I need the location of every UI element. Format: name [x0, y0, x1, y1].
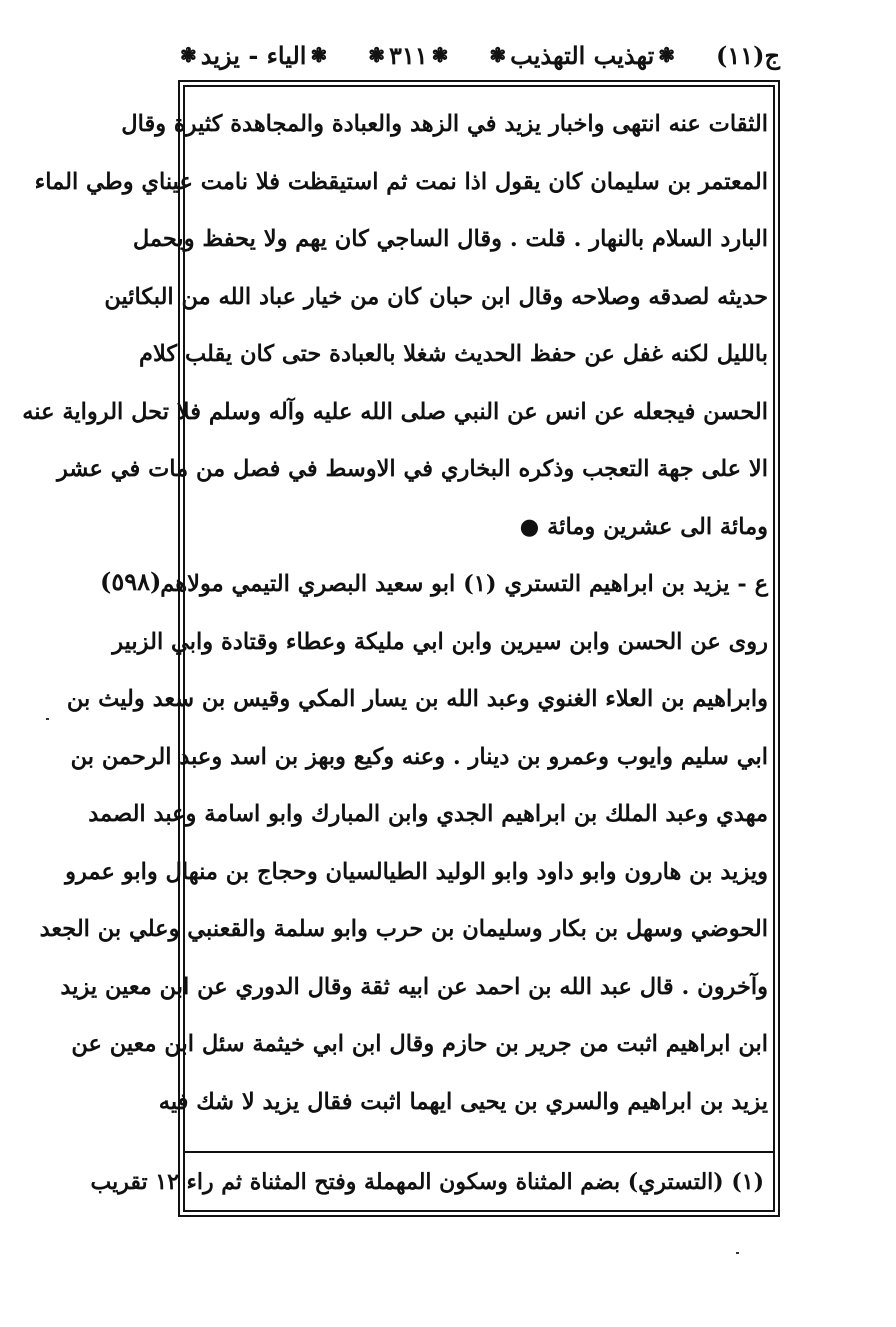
text-line: البارد السلام بالنهار . قلت . وقال الساجي كان يهم ولا يحفظ ويحمل: [132, 226, 768, 252]
text-line: وابراهيم بن العلاء الغنوي وعبد الله بن يسار المكي وقيس بن سعد وليث بن: [66, 686, 768, 712]
ornament-icon: ❃: [310, 43, 328, 67]
header-page: [368, 41, 448, 70]
ornament-icon: ❃: [431, 43, 449, 67]
header-section: [180, 41, 327, 70]
header-book: [489, 41, 675, 70]
text-line: يزيد بن ابراهيم والسري بن يحيى ايهما اثبت فقال يزيد لا شك فيه: [158, 1088, 768, 1115]
footnote-divider: [183, 1151, 775, 1153]
page-header: [180, 34, 780, 76]
text-line: المعتمر بن سليمان كان يقول اذا نمت ثم استيقظت فلا نامت عيناي وطي الماء: [34, 168, 768, 195]
footnote: (١) (التستري) بضم المثناة وسكون المهملة وفتح المثناة ثم راء ١٢ تقريب: [90, 1169, 764, 1195]
text-line: روى عن الحسن وابن سيرين وابن ابي مليكة وعطاء وقتادة وابي الزبير: [112, 628, 768, 655]
text-line: حديثه لصدقه وصلاحه وقال ابن حبان كان من خيار عباد الله من البكائين: [104, 283, 768, 310]
print-speck: [46, 718, 49, 720]
page-number: ٣١١: [388, 40, 428, 70]
text-line: وآخرون . قال عبد الله بن احمد عن ابيه ثقة وقال الدوري عن ابن معين يزيد: [60, 973, 768, 1000]
header-volume: [716, 41, 780, 70]
text-line: ابن ابراهيم اثبت من جرير بن حازم وقال ابن ابي خيثمة سئل ابن معين عن: [71, 1031, 768, 1057]
print-speck: [736, 1252, 739, 1254]
ornament-icon: ❃: [658, 43, 676, 67]
ornament-icon: ❃: [368, 43, 385, 67]
text-line: الحسن فيجعله عن انس عن النبي صلى الله عليه وآله وسلم فلا تحل الرواية عنه: [22, 398, 768, 425]
section-title: الياء - يزيد: [200, 40, 307, 70]
text-line: الا على جهة التعجب وذكره البخاري في الاوسط في فصل من مات في عشر: [57, 456, 768, 482]
text-line: بالليل لكنه غفل عن حفظ الحديث شغلا بالعبادة حتى كان يقلب كلام: [139, 341, 768, 367]
ornament-icon: ❃: [489, 43, 507, 67]
entry-number: (٥٩٨): [100, 567, 162, 596]
text-line: ويزيد بن هارون وابو داود وابو الوليد الطيالسيان وحجاج بن منهال وابو عمرو: [65, 858, 768, 885]
book-title: تهذيب التهذيب: [510, 40, 655, 70]
text-line: الحوضي وسهل بن بكار وسليمان بن حرب وابو سلمة والقعنبي وعلي بن الجعد: [39, 916, 768, 942]
text-line: ومائة الى عشرين ومائة ●: [519, 513, 768, 540]
ornament-icon: ❃: [180, 43, 197, 67]
text-line: ابي سليم وايوب وعمرو بن دينار . وعنه وكيع وبهز بن اسد وعبد الرحمن بن: [70, 743, 768, 770]
volume-number: ج(١١): [716, 40, 780, 70]
text-line: الثقات عنه انتهى واخبار يزيد في الزهد والعبادة والمجاهدة كثيرة وقال: [121, 111, 768, 137]
text-line: مهدي وعبد الملك بن ابراهيم الجدي وابن المبارك وابو اسامة وعبد الصمد: [88, 801, 768, 827]
entry-heading-line: ع - يزيد بن ابراهيم التستري (١) ابو سعيد البصري التيمي مولاهم: [160, 571, 768, 597]
